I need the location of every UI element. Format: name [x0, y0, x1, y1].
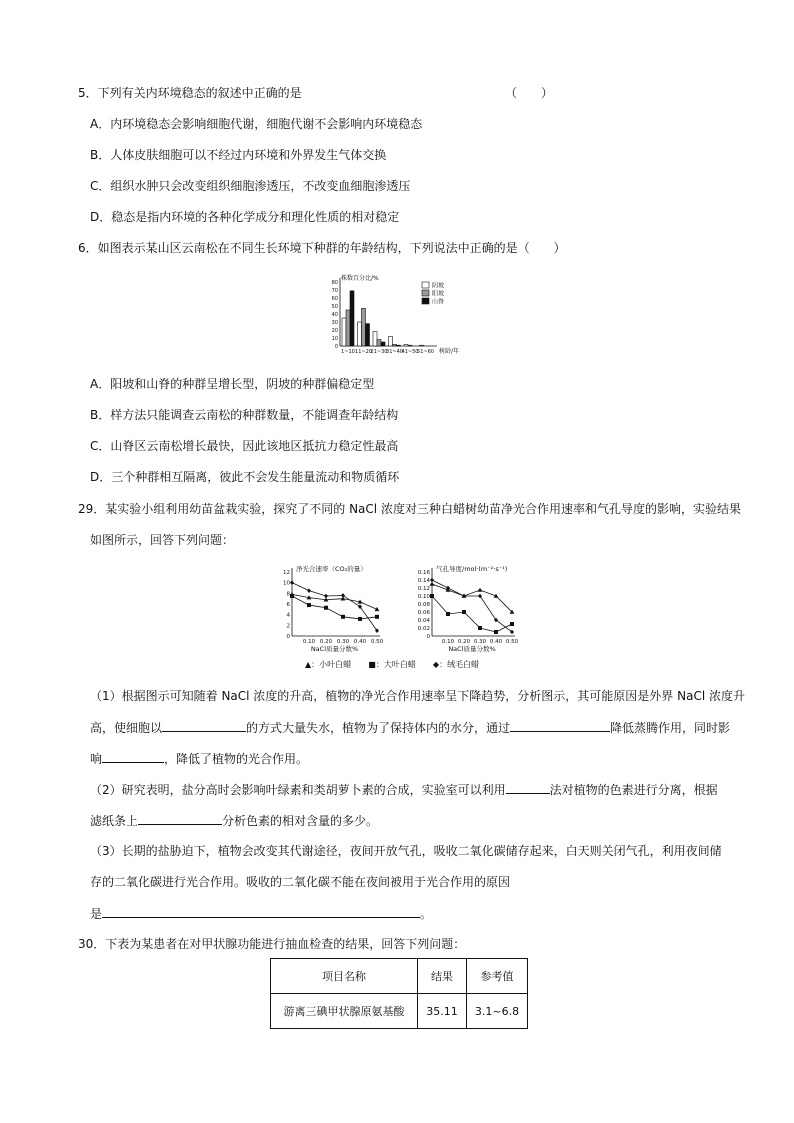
data-point: [478, 626, 482, 630]
x-tick-label: 0.50: [505, 639, 519, 645]
x-axis-label: 树龄/年: [439, 348, 460, 355]
table-header-row: [271, 959, 528, 994]
series-line: [432, 596, 512, 632]
table-header-cell: 项目名称: [271, 959, 418, 994]
legend-swatch: [422, 298, 429, 304]
q6-option-d: D．三个种群相互隔离，彼此不会发生能量流动和物质循环: [90, 470, 400, 484]
stomatal-conductance-chart: [410, 562, 530, 657]
bar: [377, 340, 381, 346]
y-tick-label: 10: [283, 580, 290, 587]
q29-p1-text-d: 响: [90, 752, 103, 766]
q30-stem: 30．下表为某患者在对甲状腺功能进行抽血检查的结果，回答下列问题：: [78, 937, 466, 951]
y-tick-label: 0.04: [417, 618, 430, 624]
y-tick-label: 0.08: [417, 602, 430, 608]
data-point: [341, 593, 345, 598]
data-point: [430, 578, 434, 583]
q29-p1-text-a: 高，使细胞以: [90, 721, 163, 735]
answer-blank-6[interactable]: [102, 905, 420, 918]
legend-swatch: [422, 282, 429, 288]
x-tick-label: 0.40: [353, 639, 367, 645]
bar: [404, 344, 408, 346]
y-tick-label: 8: [286, 591, 290, 598]
data-point: [462, 610, 466, 614]
data-point: [375, 607, 380, 611]
data-point: [324, 594, 328, 599]
data-point: [510, 622, 514, 626]
y-tick-label: 0.16: [417, 570, 430, 576]
x-axis-label: NaCl质量分数%: [310, 645, 359, 653]
bar: [350, 291, 354, 346]
x-tick-label: 21~30: [370, 349, 388, 355]
x-tick-label: 0.10: [302, 639, 316, 645]
legend-velvet-ash: ◆：绒毛白蜡: [432, 660, 480, 669]
photosynthesis-rate-chart: [270, 562, 400, 657]
bar: [381, 342, 385, 346]
bar: [389, 336, 393, 346]
bar: [397, 345, 401, 346]
q6-option-a: A．阳坡和山脊的种群呈增长型，阴坡的种群偏稳定型: [90, 377, 375, 391]
q29-p3-text-a: 是: [90, 907, 103, 921]
data-point: [324, 606, 328, 610]
q29-part2-line1: [90, 781, 718, 798]
x-tick-label: 0.10: [441, 639, 455, 645]
q29-stem-line1: 29．某实验小组利用幼苗盆栽实验，探究了不同的 NaCl 浓度对三种白蜡树幼苗净光合作用速率和气孔导度的影响，实验结果: [78, 502, 741, 516]
x-tick-label: 0.30: [473, 639, 487, 645]
q29-stem-line2: 如图所示，回答下列问题：: [90, 533, 235, 547]
y-tick-label: 0.14: [417, 578, 430, 584]
x-tick-label: 0.20: [319, 639, 333, 645]
x-tick-label: 1~10: [341, 349, 355, 355]
legend-label: 阳坡: [432, 290, 445, 298]
q5-option-d: D．稳态是指内环境的各种化学成分和理化性质的相对稳定: [90, 210, 400, 224]
data-point: [510, 630, 514, 635]
x-tick-label: 41~50: [401, 349, 419, 355]
data-point: [307, 603, 311, 607]
thyroid-result-table: [270, 958, 528, 1029]
bar: [373, 332, 377, 346]
y-tick-label: 50: [331, 304, 338, 310]
chart-title: 气孔导度/mol·(m⁻²·s⁻¹): [436, 565, 508, 573]
q6-stem: 6．如图表示某山区云南松在不同生长环境下种群的年龄结构，下列说法中正确的是（ ）: [78, 241, 566, 255]
data-point: [307, 588, 311, 593]
chart-title: 株数百分比/%: [341, 275, 379, 282]
data-point: [358, 617, 362, 621]
y-tick-label: 60: [331, 296, 338, 302]
data-point: [290, 580, 294, 585]
q5-option-b: B．人体皮肤细胞可以不经过内环境和外界发生气体交换: [90, 148, 387, 162]
bar: [420, 345, 424, 346]
q5-answer-paren: （ ）: [505, 86, 554, 100]
y-tick-label: 70: [331, 288, 338, 294]
q6-option-b: B．样方法只能调查云南松的种群数量，不能调查年龄结构: [90, 408, 399, 422]
q29-part1-line2: [90, 719, 730, 736]
y-tick-label: 0: [334, 344, 338, 350]
y-tick-label: 30: [331, 320, 338, 326]
q29-p1-text-e: ，降低了植物的光合作用。: [164, 752, 309, 766]
legend-label: 阴坡: [432, 282, 445, 290]
table-header-cell: 参考值: [467, 959, 528, 994]
answer-blank-3[interactable]: [102, 750, 164, 763]
q29-p1-text-c: 降低蒸腾作用，同时影: [610, 721, 731, 735]
y-tick-label: 12: [283, 570, 290, 576]
x-tick-label: 31~40: [386, 349, 403, 355]
q5-stem-text: 5．下列有关内环境稳态的叙述中正确的是: [78, 86, 302, 100]
bar: [342, 318, 346, 346]
data-point: [430, 594, 434, 598]
q6-option-c: C．山脊区云南松增长最快，因此该地区抵抗力稳定性最高: [90, 439, 399, 453]
q29-p1-text-b: 的方式大量失水，植物为了保持体内的水分，通过: [246, 721, 511, 735]
q29-part3-line2: 存的二氧化碳进行光合作用。吸收的二氧化碳不能在夜间被用于光合作用的原因: [90, 875, 511, 889]
x-tick-label: 0.50: [370, 639, 384, 645]
q29-part1-line1: （1）根据图示可知随着 NaCl 浓度的升高，植物的净光合作用速率呈下降趋势，分析图示，其可能原因是外界 NaCl 浓度升: [90, 689, 745, 703]
table-header-cell: 结果: [418, 959, 467, 994]
q29-part2-line2: [90, 812, 378, 829]
bar: [366, 324, 370, 346]
line-charts-legend: [305, 659, 479, 670]
bar: [358, 322, 362, 346]
y-tick-label: 0: [286, 634, 290, 640]
data-point: [290, 594, 294, 598]
data-point: [375, 615, 379, 619]
q29-p2-text-b: 法对植物的色素进行分离，根据: [549, 783, 718, 797]
age-structure-chart: [320, 270, 480, 360]
y-tick-label: 40: [331, 312, 338, 318]
answer-blank-2[interactable]: [510, 719, 610, 732]
data-point: [341, 615, 345, 619]
y-tick-label: 20: [331, 328, 338, 334]
y-tick-label: 2: [286, 623, 290, 630]
data-point: [446, 612, 450, 616]
q29-p2-text-a: （2）研究表明，盐分高时会影响叶绿素和类胡萝卜素的合成，实验室可以利用: [90, 783, 506, 797]
x-tick-label: 11~20: [355, 349, 372, 355]
data-point: [478, 588, 483, 592]
y-tick-label: 0.06: [417, 610, 430, 616]
legend-small-leaf-ash: ▲：小叶白蜡: [305, 660, 352, 669]
series-line: [432, 584, 512, 612]
q5-stem: [78, 85, 302, 101]
answer-blank-4[interactable]: [506, 781, 550, 794]
series-line: [292, 583, 377, 631]
y-tick-label: 0.02: [417, 626, 430, 632]
table-cell: 35.11: [418, 994, 467, 1029]
y-tick-label: 4: [286, 612, 290, 619]
y-tick-label: 0.10: [417, 594, 430, 600]
data-point: [494, 630, 498, 634]
table-row: [271, 994, 528, 1029]
x-tick-label: 0.40: [489, 639, 503, 645]
q29-part1-line3: [90, 750, 308, 767]
x-tick-label: 0.30: [336, 639, 350, 645]
answer-blank-1[interactable]: [162, 719, 246, 732]
table-cell: 3.1~6.8: [467, 994, 528, 1029]
legend-swatch: [422, 290, 429, 296]
series-line: [292, 594, 377, 609]
bar: [393, 344, 397, 346]
q29-part3-line3: [90, 905, 432, 922]
x-tick-label: 51~60: [417, 349, 434, 355]
bar: [362, 308, 366, 346]
q29-p3-text-b: 。: [420, 907, 433, 921]
x-axis-label: NaCl质量分数%: [448, 645, 496, 653]
q5-option-a: A．内环境稳态会影响细胞代谢，细胞代谢不会影响内环境稳态: [90, 117, 423, 131]
q29-p2-text-d: 分析色素的相对含量的多少。: [222, 814, 379, 828]
chart-title: 净光合速率（CO₂的量）: [296, 565, 367, 573]
bar: [408, 345, 412, 346]
y-tick-label: 0.12: [417, 586, 430, 592]
y-tick-label: 80: [331, 280, 338, 286]
series-line: [432, 580, 512, 632]
q29-part3-line1: （3）长期的盐胁迫下，植物会改变其代谢途径，夜间开放气孔，吸收二氧化碳储存起来，白天则关闭气孔，利用夜间储: [90, 844, 722, 858]
x-tick-label: 0.20: [457, 639, 471, 645]
q5-option-c: C．组织水肿只会改变组织细胞渗透压，不改变血细胞渗透压: [90, 179, 411, 193]
answer-blank-5[interactable]: [138, 812, 222, 825]
legend-large-leaf-ash: ■：大叶白蜡: [368, 660, 416, 669]
q29-p2-text-c: 滤纸条上: [90, 814, 139, 828]
legend-label: 山脊: [432, 298, 445, 306]
y-tick-label: 10: [331, 336, 338, 342]
bar: [346, 310, 350, 346]
y-tick-label: 0: [426, 634, 430, 640]
table-cell: 游离三碘甲状腺原氨基酸: [271, 994, 418, 1029]
y-tick-label: 6: [286, 602, 290, 608]
